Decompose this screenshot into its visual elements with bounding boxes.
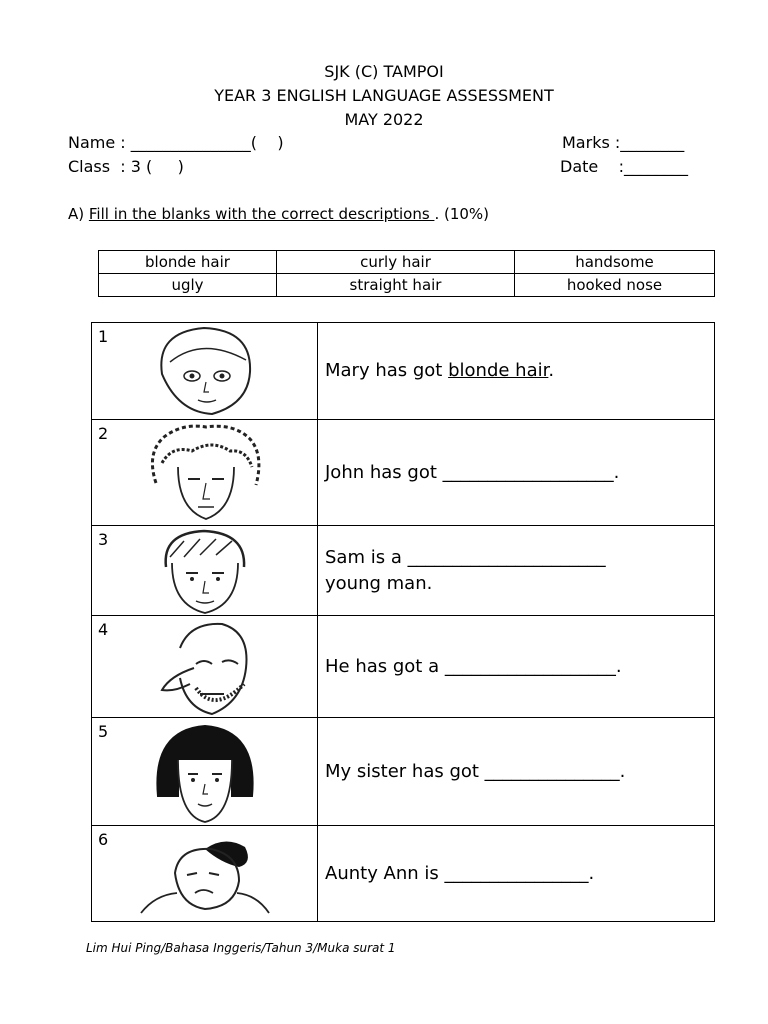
girl-face-illustration <box>142 324 268 418</box>
word-cell: handsome <box>515 251 715 274</box>
question-sentence <box>318 616 715 718</box>
word-cell: curly hair <box>277 251 515 274</box>
question-picture-cell <box>92 420 318 526</box>
assessment-date: MAY 2022 <box>344 110 424 129</box>
straight-hair-man-illustration <box>150 527 260 615</box>
question-picture-cell <box>92 718 318 826</box>
word-bank-row <box>99 251 715 274</box>
section-a-instruction <box>68 202 489 226</box>
section-a-text: Fill in the blanks with the correct descriptions <box>88 205 435 223</box>
question-row <box>92 616 715 718</box>
question-sentence <box>318 420 715 526</box>
question-number: 3 <box>98 530 109 549</box>
question-row <box>92 323 715 420</box>
bob-hair-girl-illustration <box>148 720 262 824</box>
sentence-text: Aunty Ann is <box>325 862 445 884</box>
question-row <box>92 826 715 922</box>
hooked-nose-man-illustration <box>150 618 260 716</box>
sentence-text: Sam is a <box>325 546 408 568</box>
word-bank <box>98 250 715 297</box>
question-picture-cell <box>92 526 318 616</box>
curly-hair-man-illustration <box>142 423 268 523</box>
question-number: 2 <box>98 424 109 443</box>
question-picture-cell <box>92 616 318 718</box>
question-sentence <box>318 526 715 616</box>
question-sentence <box>318 323 715 420</box>
question-number: 4 <box>98 620 109 639</box>
marks-field[interactable]: Marks :________ <box>562 133 685 152</box>
word-bank-row <box>99 274 715 297</box>
class-field[interactable]: Class : 3 ( ) <box>68 157 184 176</box>
question-number: 6 <box>98 830 109 849</box>
sentence-text: My sister has got <box>325 760 485 782</box>
questions-table <box>91 322 715 922</box>
answer-blank[interactable]: ___________________. <box>444 655 622 677</box>
word-cell: straight hair <box>277 274 515 297</box>
sentence-text: He has got a <box>325 655 445 677</box>
section-a-prefix: A) <box>68 205 89 223</box>
sentence-end: . <box>548 360 555 381</box>
page-footer: Lim Hui Ping/Bahasa Inggeris/Tahun 3/Muka surat 1 <box>86 941 396 955</box>
question-picture-cell <box>92 826 318 922</box>
sentence-second-line: young man. <box>325 572 433 594</box>
question-sentence <box>318 826 715 922</box>
word-cell: ugly <box>99 274 277 297</box>
word-cell: blonde hair <box>99 251 277 274</box>
sentence-text: John has got <box>325 461 443 483</box>
name-field[interactable]: Name : _______________( ) <box>68 133 284 152</box>
assessment-title: YEAR 3 ENGLISH LANGUAGE ASSESSMENT <box>214 86 554 105</box>
answer-text[interactable]: blonde hair <box>448 360 549 381</box>
question-sentence <box>318 718 715 826</box>
question-row <box>92 420 715 526</box>
question-picture-cell <box>92 323 318 420</box>
question-number: 5 <box>98 722 109 741</box>
question-row <box>92 718 715 826</box>
school-name: SJK (C) TAMPOI <box>324 62 444 81</box>
question-row <box>92 526 715 616</box>
answer-blank[interactable]: ________________. <box>444 862 595 884</box>
sentence-text: Mary has got <box>325 360 449 381</box>
answer-blank[interactable]: _______________. <box>484 760 626 782</box>
question-number: 1 <box>98 327 109 346</box>
aunty-illustration <box>135 833 275 915</box>
section-a-suffix: . (10%) <box>434 205 490 223</box>
word-cell: hooked nose <box>515 274 715 297</box>
date-field[interactable]: Date :________ <box>560 157 688 176</box>
answer-blank[interactable]: ______________________ <box>407 546 606 568</box>
answer-blank[interactable]: ___________________. <box>442 461 620 483</box>
